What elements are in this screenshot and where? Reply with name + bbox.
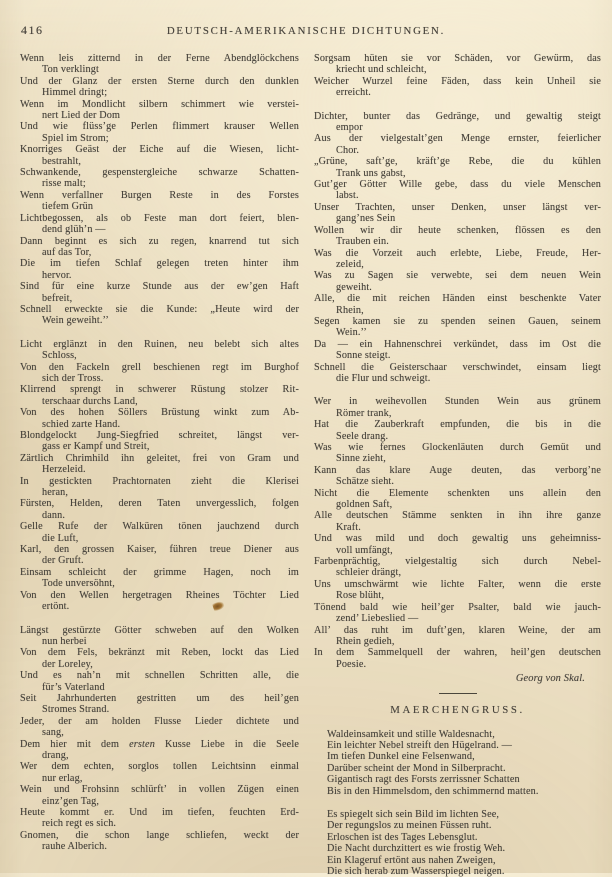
poem-line: All’ das ruht im duft’gen, klaren Weine, der am (314, 624, 601, 636)
poem-line: die Flur und schweigt. (336, 372, 431, 384)
poem-line: Da — ein Hahnenschrei verkündet, dass im Ost die (314, 338, 601, 350)
poem-line: Sind für eine kurze Stunde aus der ew’gen Haft (20, 281, 299, 293)
poem-line: „Grüne, saft’ge, kräft’ge Rebe, die du kühlen (314, 156, 601, 168)
poem-line: labst. (336, 190, 359, 202)
poem-line: tiefem Grün (42, 201, 94, 213)
poem-line: kriecht und schleicht, (336, 64, 427, 76)
poem-line: Kraft. (336, 521, 361, 533)
poem-line: Hat die Zauberkraft empfunden, die bis in die (314, 419, 601, 431)
poem-line: Sorgsam hüten sie vor Schäden, vor Gewürm, das (314, 53, 601, 64)
poem-line: Darüber scheint der Mond in Silberpracht. (327, 762, 506, 774)
poem-line: Der regungslos zu meinen Füssen ruht. (327, 820, 492, 832)
poem-line: voll umfängt, (336, 544, 393, 556)
poem-line: Unser Trachten, unser Denken, unser längst ver- (314, 201, 601, 213)
poem-line: Rhein gedieh, (336, 635, 395, 647)
poem-line: Aus der vielgestalt’gen Menge ernster, feierlicher (314, 133, 601, 145)
poem-line: bestrahlt, (42, 155, 82, 167)
poem-line: Dichter, bunter das Gedränge, und gewaltig steigt (314, 110, 601, 122)
poem-line: Längst gestürzte Götter schweben auf den Wolken (20, 624, 299, 636)
poem-line: Gut’ger Götter Wille gebe, dass du viele Menschen (314, 179, 601, 191)
poem-line: Erloschen ist des Tages Lebensglut. (327, 831, 478, 843)
poem-line: Schätze sieht. (336, 476, 395, 488)
poem-line: terschaar durchs Land, (42, 395, 138, 407)
poem-line: auf das Tor, (42, 246, 92, 258)
poem-line: Wenn leis zitternd in der Ferne Abendglöckchens (20, 53, 299, 64)
poem-line: gang’nes Sein (336, 213, 396, 225)
poem-stanza (314, 809, 601, 877)
poem-line: sang, (42, 727, 64, 739)
poem-line: dend glüh’n — (42, 224, 106, 236)
poem-line: Rhein, (336, 304, 364, 316)
poem-line: Schloss, (42, 350, 77, 362)
poem-line: nert Lied der Dom (42, 110, 121, 122)
poem-line: Zärtlich Chrimhild ihn geleitet, frei von Gram und (20, 452, 299, 464)
poem-line: für’s Vaterland (42, 681, 105, 693)
poem-line: erreicht. (336, 87, 372, 99)
poem-line: Schnell die Geisterschaar verschwindet, einsam liegt (314, 361, 601, 373)
poem-line: In gestickten Prachtornaten zieht die Klerisei (20, 475, 299, 487)
poem-line: hervor. (42, 269, 72, 281)
poem-line: risse malt; (42, 178, 86, 190)
poem-line: geweiht. (336, 281, 372, 293)
poem-line: schleier drängt, (336, 567, 402, 579)
poem-line: Was zu Sagen sie verwebte, sei dem neuen Wein (314, 270, 601, 282)
page-number: 416 (21, 23, 44, 37)
poem-line: reich regt es sich. (42, 818, 117, 830)
author-attribution: Georg von Skal. (515, 673, 585, 685)
poem-line: Wollen wir dir heute schenken, flössen es den (314, 224, 601, 236)
poem-line: Dem hier mit dem ersten Kusse Liebe in die Seele (20, 738, 299, 750)
poem-line: der Gruft. (42, 555, 84, 567)
poem-line: Heute kommt er. Und im tiefen, feuchten Erd- (20, 807, 299, 818)
poem-line: rauhe Alberich. (42, 841, 108, 853)
poem-line: Alle deutschen Stämme senkten in ihn ihre ganze (314, 510, 601, 522)
poem-line: Schwankende, gespenstergleiche schwarze Schatten- (20, 167, 299, 179)
poem-line: gass er Kampf und Streit, (42, 441, 150, 453)
poem-line: Poesie. (336, 658, 367, 670)
poem-line: Seit Jahrhunderten gestritten um des heil’gen (20, 692, 299, 704)
poem-line: Von den Fackeln grell beschienen regt im Burghof (20, 361, 299, 373)
poem-line: Wer in weihevollen Stunden Wein aus grünem (314, 396, 601, 408)
poem-line: Segen kamen sie zu spenden seinen Gauen, seinem (314, 315, 601, 327)
poem-line: Tode unversöhnt, (42, 578, 115, 590)
poem-line: In dem Sammelquell der wahren, heil’gen deutschen (314, 647, 601, 659)
poem-stanza (20, 53, 299, 327)
poem-line: Licht erglänzt in den Ruinen, neu belebt sich altes (20, 338, 299, 350)
poem-line: drang, (42, 749, 69, 761)
poem-line: Wenn verfallner Burgen Reste in des Forstes (20, 189, 299, 201)
section-divider (439, 693, 477, 695)
poem-line: Wenn im Mondlicht silbern schimmert wie verstei- (20, 98, 299, 110)
poem-line: Himmel dringt; (42, 87, 108, 99)
poem-line: Gelle Rufe der Walküren tönen jauchzend durch (20, 521, 299, 533)
poem-line: Tönend bald wie heil’ger Psalter, bald wie jauch- (314, 601, 601, 613)
poem-line: ertönt. (42, 601, 70, 613)
poem-line: Gnomen, die schon lange schliefen, weckt der (20, 829, 299, 841)
poem-line: Seele drang. (336, 430, 389, 442)
poem-line: Wer dem echten, sorglos tollen Leichtsinn einmal (20, 761, 299, 773)
poem-line: Gigantisch ragt des Forsts zerrissner Schatten (327, 774, 520, 786)
poem-line: dann. (42, 509, 66, 521)
poem-line: Ein leichter Nebel streift den Hügelrand. — (327, 739, 512, 751)
poem-line: heran, (42, 487, 69, 499)
poem-stanza (314, 53, 601, 99)
poem-line: Und der Glanz der ersten Sterne durch den dunklen (20, 75, 299, 87)
poem-line: Karl, den grossen Kaiser, führen treue Diener aus (20, 544, 299, 556)
poem-line: Spiel im Strom; (42, 132, 109, 144)
poem-line: Chor. (336, 144, 360, 156)
poem-line: Von den Wellen hergetragen Rheines Töchter Lied (20, 589, 299, 601)
poem-line: Trank uns gabst, (336, 167, 406, 179)
poem-line: Nicht die Elemente schenkten uns allein den (314, 487, 601, 499)
left-column (20, 53, 299, 853)
poem-line: schied zarte Hand. (42, 418, 121, 430)
poem-line: befreit, (42, 292, 73, 304)
poem-line: Was wie fernes Glockenläuten durch Gemüt und (314, 442, 601, 453)
poem-line: Stromes Strand. (42, 704, 110, 716)
poem-line: Knorriges Geäst der Eiche auf die Wiesen, licht- (20, 144, 299, 156)
poem-line: Und was mild und doch gewaltig uns geheimniss- (314, 533, 601, 545)
poem-line: Es spiegelt sich sein Bild im lichten See, (327, 808, 500, 820)
poem-line: Römer trank, (336, 407, 392, 419)
poem-title: MAERCHENGRUSS. (390, 704, 525, 717)
poem-line: Uns umschwärmt wie lichte Falter, wenn die erste (314, 578, 601, 590)
poem-line: Waldeinsamkeit und stille Waldesnacht, (327, 728, 495, 740)
poem-line: nur erlag, (42, 772, 83, 784)
poem-line: Die sich herab zum Wasserspiegel neigen. (327, 866, 505, 877)
poem-line: Wein geweiht.’’ (42, 315, 109, 327)
poem-line: Wein.’’ (336, 327, 367, 339)
poem-line: Ein Klageruf ertönt aus nahen Zweigen, (327, 854, 496, 866)
poem-line: Klirrend sprengt in schwerer Rüstung stolzer Rit- (20, 384, 299, 396)
poem-stanza (314, 396, 601, 670)
right-column (314, 53, 601, 877)
poem-stanza (314, 111, 601, 385)
poem-line: zend’ Liebeslied — (336, 613, 419, 625)
poem-line: Von dem Fels, bekränzt mit Reben, lockt das Lied (20, 647, 299, 659)
poem-line: Ton verklingt (42, 64, 99, 76)
poem-line: einz’gen Tag, (42, 795, 100, 807)
poem-line: Lichtbegossen, als ob Feste man dort feiert, blen- (20, 212, 299, 224)
poem-line: Trauben ein. (336, 236, 389, 248)
poem-line: Im tiefen Dunkel eine Felsenwand, (327, 751, 475, 763)
running-title: DEUTSCH-AMERIKANISCHE DICHTUNGEN. (166, 25, 446, 37)
poem-line: goldnen Saft, (336, 499, 393, 511)
poem-line: Dann beginnt es sich zu regen, knarrend tut sich (20, 235, 299, 247)
poem-line: zeleid, (336, 258, 364, 270)
poem-line: Alle, die mit reichen Händen einst beschenkte Vater (314, 293, 601, 305)
poem-line: Die Nacht durchzittert es wie frostig Weh. (327, 843, 506, 855)
poem-line: die Luft, (42, 532, 79, 544)
poem-stanza (20, 625, 299, 853)
poem-line: Einsam schleicht der grimme Hagen, noch im (20, 566, 299, 578)
poem-line: Blondgelockt Jung-Siegfried schreitet, längst ver- (20, 430, 299, 441)
poem-line: Und es nah’n mit schnellen Schritten alle, die (20, 670, 299, 682)
poem-line: Wein und Frohsinn schlürft’ in vollen Zügen einen (20, 784, 299, 796)
poem-line: Die im tiefen Schlaf gelegen treten hinter ihm (20, 258, 299, 270)
poem-line: Rose blüht, (336, 590, 385, 602)
poem-line: empor (336, 122, 363, 134)
poem-line: Fürsten, Helden, deren Taten unvergesslich, folgen (20, 498, 299, 510)
poem-line: Farbenprächtig, vielgestaltig sich durch Nebel- (314, 556, 601, 568)
poem-line: Jeder, der am holden Flusse Lieder dichtete und (20, 715, 299, 727)
poem-line: Weicher Wurzel feine Fäden, dass kein Unheil sie (314, 75, 601, 87)
poem-line: Sonne steigt. (336, 350, 391, 362)
poem-line: Bis in den Himmelsdom, den schimmernd matten. (327, 785, 539, 797)
poem-line: Was die Vorzeit auch erlebte, Liebe, Freude, Her- (314, 247, 601, 259)
poem-line: sich der Tross. (42, 372, 104, 384)
poem-line: Herzeleid. (42, 464, 86, 476)
poem-stanza (20, 339, 299, 613)
poem-line: Und wie flüss’ge Perlen flimmert krauser Wellen (20, 121, 299, 133)
poem-line: nun herbei (42, 635, 87, 647)
poem-stanza (314, 729, 601, 797)
poem-line: Von des hohen Söllers Brüstung winkt zum Ab- (20, 407, 299, 419)
poem-line: Sinne zieht, (336, 453, 386, 465)
poem-line: Schnell erweckte sie die Kunde: „Heute wird der (20, 303, 299, 315)
poem-line: der Loreley, (42, 658, 93, 670)
poem-line: Kann das klare Auge deuten, das verborg’ne (314, 464, 601, 476)
